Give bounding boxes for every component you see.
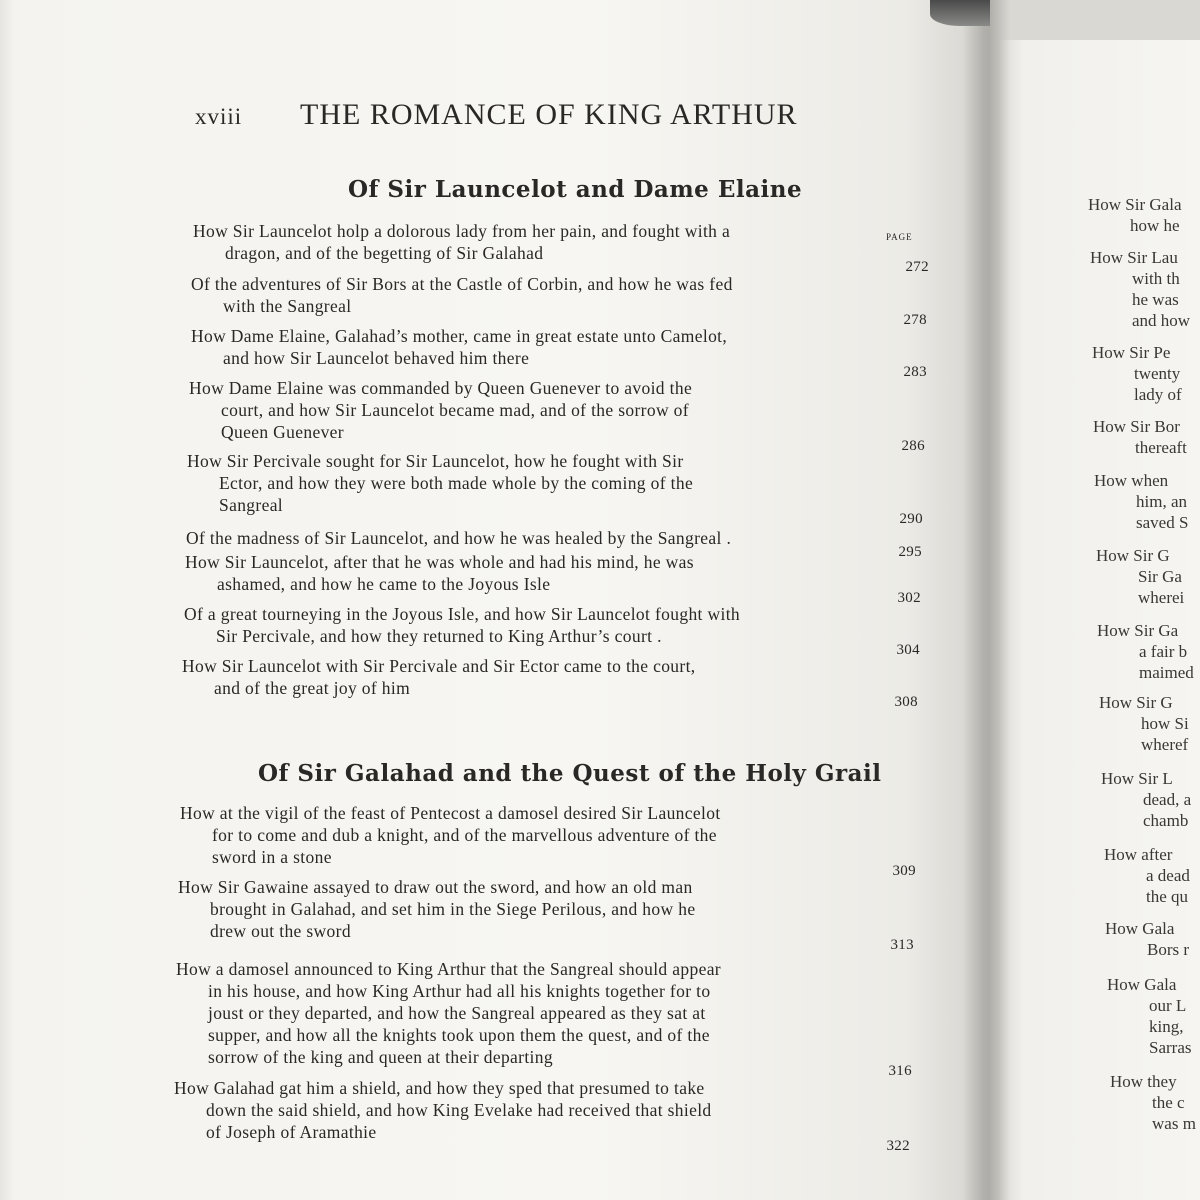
contents-entry [191, 273, 927, 328]
right-page-entry [1101, 768, 1191, 831]
page-number: 286 [901, 438, 925, 454]
entry-text: ashamed, and how he came to the Joyous Isle [217, 574, 551, 594]
entry-line [189, 377, 865, 399]
entry-text: How at the vigil of the feast of Pentecost a damosel desired Sir Launcelot [180, 803, 721, 823]
right-entry-line: he was [1132, 290, 1179, 309]
right-entry-line: How when [1094, 471, 1169, 490]
right-entry-line: and how [1132, 311, 1191, 330]
contents-entry [180, 802, 916, 879]
right-entry-line: wheref [1141, 735, 1189, 754]
entry-text: Ector, and how they were both made whole by the coming of the [219, 473, 694, 493]
entry-text: How Sir Percivale sought for Sir Launcelot, how he fought with Sir [187, 451, 684, 471]
right-entry-line: was m [1152, 1114, 1196, 1133]
entry-line [174, 1077, 850, 1099]
entry-line [184, 603, 860, 625]
entry-line [176, 1024, 852, 1046]
right-entry-line: him, an [1136, 492, 1187, 511]
right-page-entry [1092, 342, 1182, 405]
right-entry-line: How Sir G [1096, 546, 1170, 565]
entry-text: and how Sir Launcelot behaved him there [223, 348, 530, 368]
entry-text: drew out the sword [210, 921, 351, 941]
entry-text: dragon, and of the begetting of Sir Galahad [225, 243, 544, 263]
entry-line [191, 273, 867, 295]
right-entry-line: dead, a [1143, 790, 1192, 809]
right-entry-line: How after [1104, 845, 1173, 864]
page-number: 322 [886, 1138, 910, 1154]
right-entry-line: How they [1110, 1072, 1177, 1091]
page-number: 295 [898, 544, 922, 560]
contents-entry [182, 655, 918, 710]
entry-line [182, 655, 858, 677]
contents-entry [178, 876, 914, 953]
book-gutter [962, 0, 1010, 1200]
entry-text: supper, and how all the knights took upon them the quest, and of the [208, 1025, 710, 1045]
entry-line [174, 1099, 850, 1121]
entry-line [180, 802, 856, 824]
page-number: 272 [905, 259, 929, 275]
right-entry-line: the qu [1146, 887, 1189, 906]
entry-text: Of a great tourneying in the Joyous Isle, and how Sir Launcelot fought with [184, 604, 741, 624]
entry-text: How Sir Launcelot, after that he was whole and had his mind, he was [185, 552, 694, 572]
contents-entry [186, 527, 922, 560]
page-number: 309 [892, 863, 916, 879]
entry-line [176, 980, 852, 1002]
page-number: 304 [896, 642, 920, 658]
book-cover-edge [930, 0, 990, 26]
right-entry-line: twenty [1134, 364, 1181, 383]
right-entry-line: maimed [1139, 663, 1194, 682]
right-entry-line: lady of [1134, 385, 1182, 404]
page-number: 290 [899, 511, 923, 527]
right-entry-line: Bors r [1147, 940, 1190, 959]
entry-text: Of the adventures of Sir Bors at the Castle of Corbin, and how he was fed [191, 274, 733, 294]
entry-line [185, 551, 861, 573]
contents-entry [174, 1077, 910, 1154]
entry-text: How Sir Gawaine assayed to draw out the sword, and how an old man [178, 877, 693, 897]
entry-line [191, 325, 867, 347]
contents-entry [176, 958, 912, 1079]
right-entry-line: Sarras [1149, 1038, 1192, 1057]
right-entry-line: the c [1152, 1093, 1185, 1112]
entry-text: How Dame Elaine was commanded by Queen Guenever to avoid the [189, 378, 693, 398]
right-page-entry [1110, 1071, 1196, 1134]
right-entry-line: king, [1149, 1017, 1184, 1036]
contents-entry [189, 377, 925, 454]
right-entry-line: how Si [1141, 714, 1189, 733]
entry-text: How a damosel announced to King Arthur that the Sangreal should appear [176, 959, 721, 979]
entry-text: court, and how Sir Launcelot became mad, and of the sorrow of [221, 400, 689, 420]
contents-entry [191, 325, 927, 380]
page-number: 278 [903, 312, 927, 328]
entry-text: down the said shield, and how King Evelake had received that shield [206, 1100, 712, 1120]
right-entry-line: How Gala [1107, 975, 1177, 994]
right-page-entry [1094, 470, 1188, 533]
entry-line [189, 399, 865, 421]
right-entry-line: thereaft [1135, 438, 1187, 457]
right-entry-line: How Sir Gala [1088, 195, 1182, 214]
right-entry-line: how he [1130, 216, 1180, 235]
right-page-entry [1104, 844, 1190, 907]
entry-text: joust or they departed, and how the Sangreal appeared as they sat at [208, 1003, 706, 1023]
right-page-entry [1090, 247, 1190, 331]
page-number: 313 [890, 937, 914, 953]
entry-text: Sangreal [219, 495, 284, 515]
page-column-label: PAGE [886, 232, 913, 242]
page-folio: xviii [195, 104, 243, 129]
entry-line [176, 1002, 852, 1024]
entry-line [187, 472, 863, 494]
right-entry-line: our L [1149, 996, 1187, 1015]
right-entry-line: How Sir L [1101, 769, 1173, 788]
leader-dots [187, 494, 863, 516]
section-heading-launcelot-elaine: Of Sir Launcelot and Dame Elaine [348, 176, 803, 203]
entry-text: Of the madness of Sir Launcelot, and how he was healed by the Sangreal . [186, 528, 732, 548]
entry-line [180, 824, 856, 846]
entry-text: for to come and dub a knight, and of the marvellous adventure of the [212, 825, 717, 845]
entry-line [176, 958, 852, 980]
right-entry-line: a dead [1146, 866, 1190, 885]
book-title: THE ROMANCE OF KING ARTHUR [300, 98, 798, 131]
entry-text: in his house, and how King Arthur had all his knights together for to [208, 981, 711, 1001]
contents-entry [184, 603, 920, 658]
section-heading-galahad-grail: Of Sir Galahad and the Quest of the Holy Grail [258, 760, 882, 787]
entry-text: How Dame Elaine, Galahad’s mother, came in great estate unto Camelot, [191, 326, 728, 346]
entry-text: How Sir Launcelot with Sir Percivale and Sir Ector came to the court, [182, 656, 696, 676]
right-page-entry [1093, 416, 1187, 458]
contents-entry [187, 450, 923, 527]
entry-text: How Sir Launcelot holp a dolorous lady from her pain, and fought with a [193, 221, 731, 241]
page-number: 316 [888, 1063, 912, 1079]
right-page-entry [1099, 692, 1189, 755]
right-entry-line: How Sir Lau [1090, 248, 1178, 267]
right-entry-line: a fair b [1139, 642, 1188, 661]
entry-text: with the Sangreal [223, 296, 352, 316]
page-number: 308 [894, 694, 918, 710]
entry-text: Queen Guenever [221, 422, 344, 442]
right-page-entry [1097, 620, 1194, 683]
right-entry-line: saved S [1136, 513, 1189, 532]
entry-text: sorrow of the king and queen at their departing [208, 1047, 553, 1067]
right-page-entry [1088, 194, 1181, 236]
entry-text: of Joseph of Aramathie [206, 1122, 377, 1142]
right-entry-line: How Sir Bor [1093, 417, 1180, 436]
right-entry-line: with th [1132, 269, 1180, 288]
right-entry-line: chamb [1143, 811, 1189, 830]
entry-text: Sir Percivale, and how they returned to King Arthur’s court . [216, 626, 662, 646]
entry-text: How Galahad gat him a shield, and how they sped that presumed to take [174, 1078, 705, 1098]
right-entry-line: How Sir Pe [1092, 343, 1171, 362]
entry-text: and of the great joy of him [214, 678, 411, 698]
entry-line [178, 876, 854, 898]
entry-line [178, 898, 854, 920]
right-page-entry [1096, 545, 1184, 608]
right-entry-line: How Sir Ga [1097, 621, 1179, 640]
right-entry-line: Sir Ga [1138, 567, 1182, 586]
right-page-entry [1105, 918, 1189, 960]
page-number: 283 [903, 364, 927, 380]
entry-line [187, 450, 863, 472]
entry-text: brought in Galahad, and set him in the Siege Perilous, and how he [210, 899, 696, 919]
right-entry-line: How Sir G [1099, 693, 1173, 712]
right-entry-line: How Gala [1105, 919, 1175, 938]
entry-text: sword in a stone [212, 847, 332, 867]
right-page-entry [1107, 974, 1191, 1058]
page-number: 302 [897, 590, 921, 606]
entry-line [193, 220, 869, 242]
right-entry-line: wherei [1138, 588, 1185, 607]
